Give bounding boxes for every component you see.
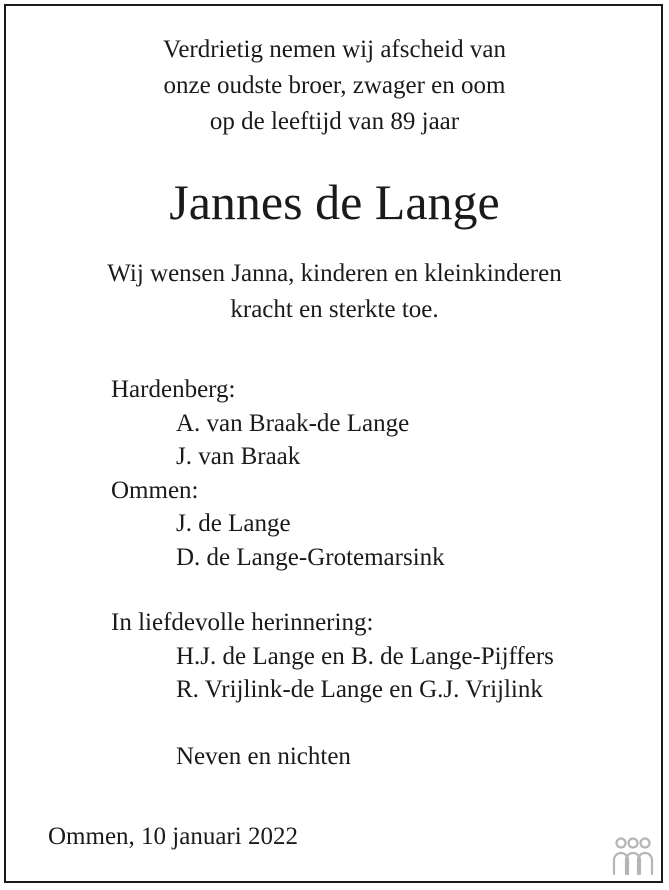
deceased-name: Jannes de Lange bbox=[169, 174, 500, 230]
condolence-wish bbox=[0, 256, 669, 328]
relatives-section bbox=[0, 740, 669, 774]
memory-section bbox=[0, 606, 669, 707]
family-list bbox=[0, 373, 669, 574]
family-place-ommen: Ommen: bbox=[111, 476, 199, 504]
memory-name: R. Vrijlink-de Lange en G.J. Vrijlink bbox=[176, 676, 543, 703]
intro-line: op de leeftijd van 89 jaar bbox=[209, 108, 460, 135]
intro-line: Verdrietig nemen wij afscheid van bbox=[163, 36, 506, 63]
family-member-name: D. de Lange-Grotemarsink bbox=[176, 543, 445, 571]
memory-name: H.J. de Lange en B. de Lange-Pijffers bbox=[176, 642, 554, 670]
family-member-name: A. van Braak-de Lange bbox=[176, 409, 410, 437]
place-date: Ommen, 10 januari 2022 bbox=[48, 823, 298, 850]
intro-line: onze oudste broer, zwager en oom bbox=[163, 72, 506, 99]
family-member-name: J. van Braak bbox=[176, 443, 301, 470]
family-place-hardenberg: Hardenberg: bbox=[111, 376, 236, 403]
wish-line: kracht en sterkte toe. bbox=[230, 296, 439, 323]
people-group-icon bbox=[610, 836, 656, 876]
family-member-name: J. de Lange bbox=[176, 510, 291, 537]
wish-line: Wij wensen Janna, kinderen en kleinkinderen bbox=[107, 260, 562, 287]
memory-heading: In liefdevolle herinnering: bbox=[111, 609, 374, 636]
relatives-line: Neven en nichten bbox=[176, 743, 351, 770]
intro-text bbox=[0, 32, 669, 140]
